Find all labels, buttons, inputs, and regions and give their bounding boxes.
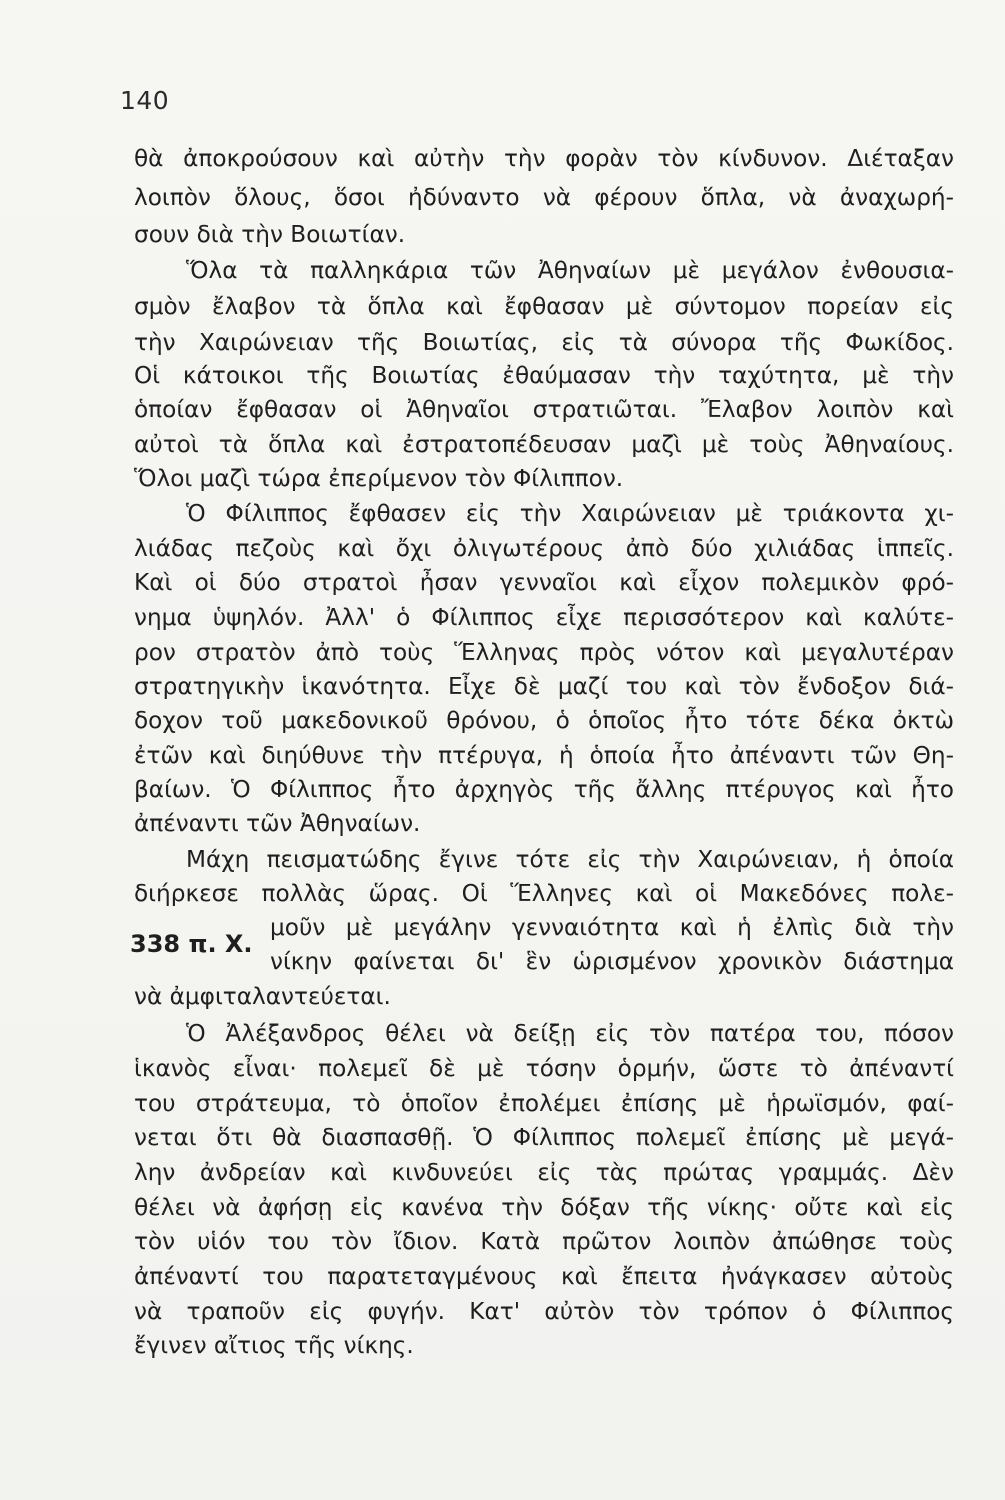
text-line: νὰ ἀμφιταλαντεύεται. — [134, 983, 391, 1010]
text-line: Ὁ Φίλιππος ἔφθασεν εἰς τὴν Χαιρώνειαν μὲ τριάκοντα χι- — [186, 500, 954, 527]
text-line: Καὶ οἱ δύο στρατοὶ ἦσαν γενναῖοι καὶ εἶχον πολεμικὸν φρό- — [134, 569, 954, 596]
text-line: ἔγινεν αἴτιος τῆς νίκης. — [134, 1332, 414, 1359]
text-line: αὐτοὶ τὰ ὅπλα καὶ ἐστρατοπέδευσαν μαζὶ μὲ τοὺς Ἀθηναίους. — [134, 431, 954, 458]
text-line: του στράτευμα, τὸ ὁποῖον ἐπολέμει ἐπίσης μὲ ἡρωϊσμόν, φαί- — [134, 1090, 954, 1117]
text-line: λοιπὸν ὅλους, ὅσοι ἠδύναντο νὰ φέρουν ὅπλα, νὰ ἀναχωρή- — [134, 184, 954, 211]
text-line: διήρκεσε πολλὰς ὥρας. Οἱ Ἕλληνες καὶ οἱ Μακεδόνες πολε- — [134, 880, 954, 907]
text-line: νὰ τραποῦν εἰς φυγήν. Κατ' αὐτὸν τὸν τρόπον ὁ Φίλιππος — [134, 1298, 954, 1325]
text-line: τὸν υἱόν του τὸν ἴδιον. Κατὰ πρῶτον λοιπὸν ἀπώθησε τοὺς — [134, 1228, 954, 1255]
text-line: νεται ὅτι θὰ διασπασθῇ. Ὁ Φίλιππος πολεμεῖ ἐπίσης μὲ μεγά- — [134, 1124, 954, 1151]
text-line: τὴν Χαιρώνειαν τῆς Βοιωτίας, εἰς τὰ σύνορα τῆς Φωκίδος. — [134, 329, 954, 356]
text-line: μοῦν μὲ μεγάλην γενναιότητα καὶ ἡ ἐλπὶς διὰ τὴν — [270, 914, 954, 941]
text-line: δοχον τοῦ μακεδονικοῦ θρόνου, ὁ ὁποῖος ἦτο τότε δέκα ὀκτὼ — [134, 707, 954, 734]
text-line: νίκην φαίνεται δι' ἓν ὡρισμένον χρονικὸν διάστημα — [270, 948, 954, 975]
text-line: νημα ὑψηλόν. Ἀλλ' ὁ Φίλιππος εἶχε περισσότερον καὶ καλύτε- — [134, 604, 954, 631]
text-line: βαίων. Ὁ Φίλιππος ἦτο ἀρχηγὸς τῆς ἄλλης πτέρυγος καὶ ἦτο — [134, 776, 954, 803]
text-line: ἱκανὸς εἶναι· πολεμεῖ δὲ μὲ τόσην ὁρμήν, ὥστε τὸ ἀπέναντί — [134, 1055, 954, 1082]
text-line: σμὸν ἔλαβον τὰ ὅπλα καὶ ἔφθασαν μὲ σύντομον πορείαν εἰς — [134, 293, 954, 320]
page-number: 140 — [120, 86, 170, 115]
margin-date-note: 338 π. Χ. — [130, 930, 253, 958]
text-line: Ὅλοι μαζὶ τώρα ἐπερίμενον τὸν Φίλιππον. — [134, 465, 624, 492]
text-line: Ὅλα τὰ παλληκάρια τῶν Ἀθηναίων μὲ μεγάλον ἐνθουσια- — [186, 257, 954, 284]
text-line: Μάχη πεισματώδης ἔγινε τότε εἰς τὴν Χαιρώνειαν, ἡ ὁποία — [186, 846, 954, 873]
text-line: ἀπέναντι τῶν Ἀθηναίων. — [134, 810, 421, 837]
text-line: στρατηγικὴν ἱκανότητα. Εἶχε δὲ μαζί του καὶ τὸν ἔνδοξον διά- — [134, 673, 954, 700]
text-line: ἐτῶν καὶ διηύθυνε τὴν πτέρυγα, ἡ ὁποία ἦτο ἀπέναντι τῶν Θη- — [134, 742, 954, 769]
text-line: Ὁ Ἀλέξανδρος θέλει νὰ δείξῃ εἰς τὸν πατέρα του, πόσον — [186, 1020, 954, 1047]
text-line: θὰ ἀποκρούσουν καὶ αὐτὴν τὴν φορὰν τὸν κίνδυνον. Διέταξαν — [134, 145, 954, 172]
text-line: ρον στρατὸν ἀπὸ τοὺς Ἕλληνας πρὸς νότον καὶ μεγαλυτέραν — [134, 639, 954, 666]
text-line: ὁποίαν ἔφθασαν οἱ Ἀθηναῖοι στρατιῶται. Ἔλαβον λοιπὸν καὶ — [134, 396, 954, 423]
text-line: σουν διὰ τὴν Βοιωτίαν. — [134, 221, 406, 248]
text-line: θέλει νὰ ἀφήσῃ εἰς κανένα τὴν δόξαν τῆς νίκης· οὔτε καὶ εἰς — [134, 1194, 954, 1221]
text-line: λιάδας πεζοὺς καὶ ὄχι ὀλιγωτέρους ἀπὸ δύο χιλιάδας ἱππεῖς. — [134, 535, 954, 562]
text-line: ἀπέναντί του παρατεταγμένους καὶ ἔπειτα ἠνάγκασεν αὐτοὺς — [134, 1263, 954, 1290]
text-line: Οἱ κάτοικοι τῆς Βοιωτίας ἐθαύμασαν τὴν ταχύτητα, μὲ τὴν — [134, 362, 954, 389]
text-line: λην ἀνδρείαν καὶ κινδυνεύει εἰς τὰς πρώτας γραμμάς. Δὲν — [134, 1159, 954, 1186]
